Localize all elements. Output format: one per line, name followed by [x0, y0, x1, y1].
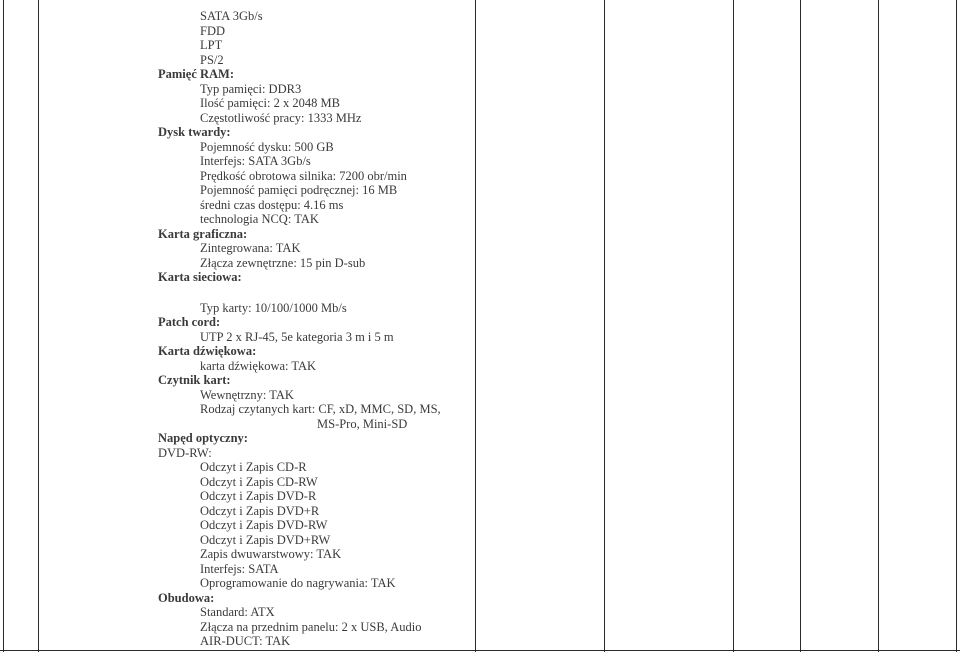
section-heading: Czytnik kart: — [158, 373, 231, 387]
spec-line: Odczyt i Zapis DVD+RW — [200, 532, 331, 547]
table-border-left — [3, 0, 4, 652]
spec-line: Typ pamięci: DDR3 — [200, 81, 302, 96]
spec-line: Odczyt i Zapis DVD+R — [200, 503, 320, 518]
spec-line: średni czas dostępu: 4.16 ms — [200, 197, 344, 212]
section-heading: Pamięć RAM: — [158, 67, 235, 81]
table-column-divider — [38, 0, 39, 652]
specification-cell — [158, 9, 473, 649]
spec-line: karta dźwiękowa: TAK — [200, 358, 317, 373]
section-heading: Napęd optyczny: — [158, 431, 248, 445]
spec-line: Typ karty: 10/100/1000 Mb/s — [200, 300, 347, 315]
spec-line: Standard: ATX — [200, 605, 275, 619]
section-heading: Karta graficzna: — [158, 226, 248, 241]
spec-line: Ilość pamięci: 2 x 2048 MB — [200, 96, 340, 110]
section-heading: Dysk twardy: — [158, 125, 231, 139]
spec-line: Odczyt i Zapis CD-RW — [200, 474, 318, 489]
spec-line: Wewnętrzny: TAK — [200, 387, 294, 402]
section-heading: Patch cord: — [158, 315, 221, 329]
spec-line: Pojemność pamięci podręcznej: 16 MB — [200, 183, 398, 197]
table-column-divider — [878, 0, 879, 652]
spec-line: Odczyt i Zapis DVD-R — [200, 489, 317, 503]
spec-line: Interfejs: SATA 3Gb/s — [200, 154, 311, 168]
spec-line: technologia NCQ: TAK — [200, 212, 319, 226]
section-heading: Karta sieciowa: — [158, 270, 242, 284]
table-border-bottom — [0, 650, 960, 651]
spec-subheading: DVD-RW: — [158, 445, 212, 460]
spec-line: Oprogramowanie do nagrywania: TAK — [200, 576, 396, 590]
section-heading: Obudowa: — [158, 590, 215, 605]
spec-line: PS/2 — [200, 52, 224, 67]
spec-line: Pojemność dysku: 500 GB — [200, 139, 334, 154]
table-column-divider — [475, 0, 476, 652]
spec-line: Zapis dwuwarstwowy: TAK — [200, 547, 342, 561]
table-border-right — [956, 0, 957, 652]
spec-line: Zintegrowana: TAK — [200, 241, 301, 255]
spec-line: Interfejs: SATA — [200, 561, 279, 576]
spec-line: LPT — [200, 38, 223, 52]
spec-line: Prędkość obrotowa silnika: 7200 obr/min — [200, 168, 407, 183]
spec-line: Złącza na przednim panelu: 2 x USB, Audio — [200, 619, 422, 634]
table-column-divider — [733, 0, 734, 652]
spec-line: UTP 2 x RJ-45, 5e kategoria 3 m i 5 m — [200, 329, 394, 344]
table-column-divider — [604, 0, 605, 652]
spec-line: SATA 3Gb/s — [200, 9, 263, 23]
spec-line: Odczyt i Zapis DVD-RW — [200, 518, 328, 532]
section-heading: Karta dźwiękowa: — [158, 344, 257, 358]
spec-line: AIR-DUCT: TAK — [200, 634, 291, 648]
spacer — [158, 285, 473, 301]
spec-line: Rodzaj czytanych kart: CF, xD, MMC, SD, MS, — [200, 402, 441, 416]
spec-line: Odczyt i Zapis CD-R — [200, 460, 307, 474]
spec-line: MS-Pro, Mini-SD — [317, 416, 408, 431]
spec-line: Złącza zewnętrzne: 15 pin D-sub — [200, 255, 366, 270]
spec-line: FDD — [200, 23, 226, 38]
spec-line: Częstotliwość pracy: 1333 MHz — [200, 110, 362, 125]
table-column-divider — [800, 0, 801, 652]
